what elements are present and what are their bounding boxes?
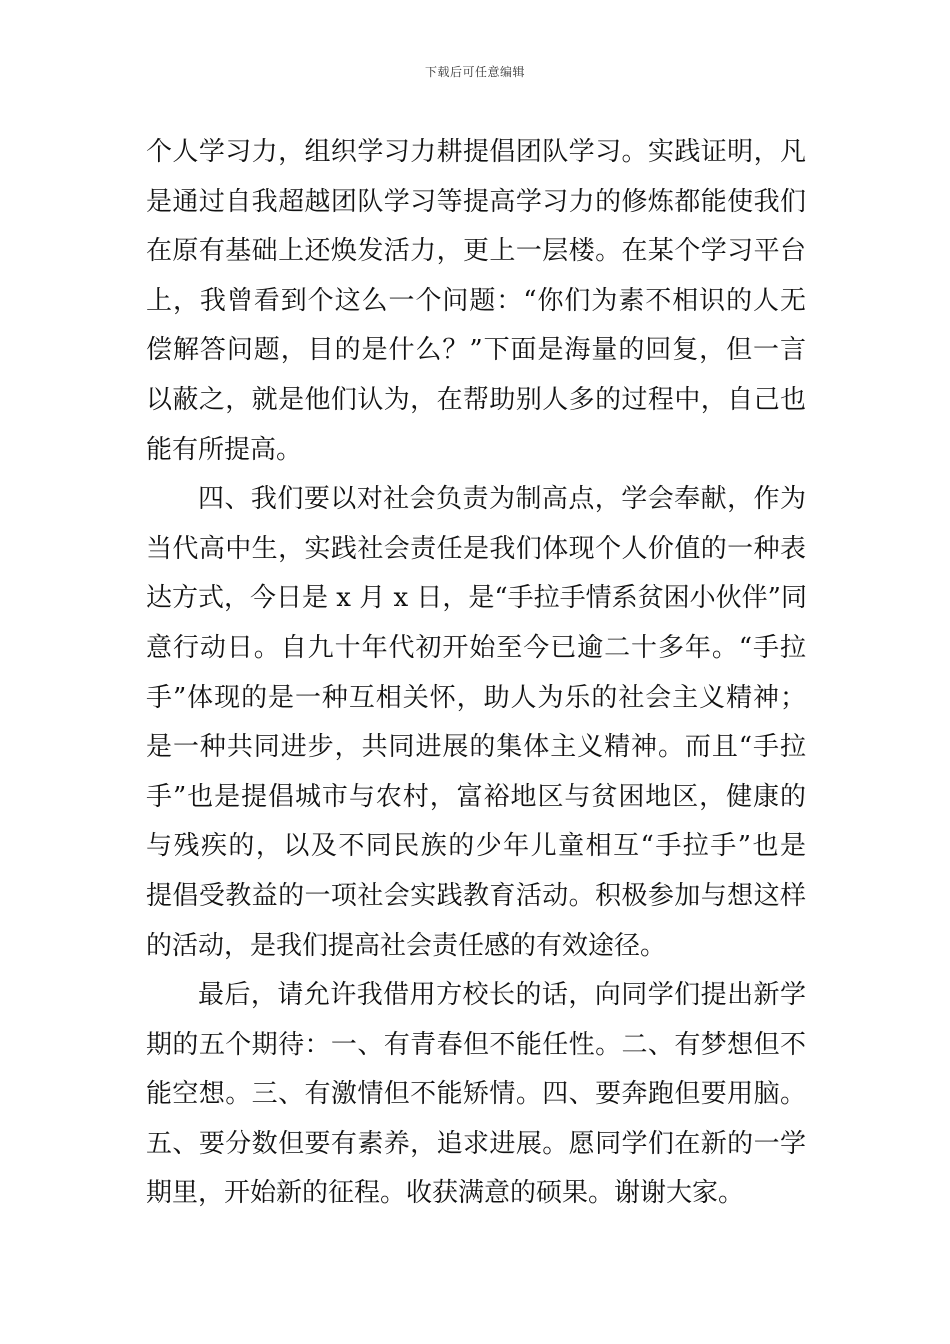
text-line: 四、我们要以对社会负责为制高点，学会奉献，作为 (198, 484, 806, 515)
text-line: 能有所提高。 (146, 434, 303, 465)
text-line: 的活动，是我们提高社会责任感的有效途径。 (146, 930, 667, 961)
text-line: 达方式，今日是 x 月 x 日，是“手拉手情系贫困小伙伴”同 (146, 583, 807, 614)
text-line: 能空想。三、有激情但不能矫情。四、要奔跑但要用脑。 (146, 1079, 806, 1110)
text-line: 期里，开始新的征程。收获满意的硕果。谢谢大家。 (146, 1178, 745, 1209)
text-line: 是通过自我超越团队学习等提高学习力的修炼都能使我们 (146, 186, 806, 217)
text-line: 手”体现的是一种互相关怀，助人为乐的社会主义精神； (146, 682, 806, 713)
text-line: 五、要分数但要有素养，追求进展。愿同学们在新的一学 (146, 1128, 806, 1159)
text-line: 与残疾的，以及不同民族的少年儿童相互“手拉手”也是 (146, 831, 806, 862)
paragraph-3 (146, 971, 806, 1219)
text-line: 当代高中生，实践社会责任是我们体现个人价值的一种表 (146, 533, 806, 564)
paragraph-1 (146, 128, 806, 475)
text-line: 期的五个期待：一、有青春但不能任性。二、有梦想但不 (146, 1029, 806, 1060)
text-line: 最后，请允许我借用方校长的话，向同学们提出新学 (198, 980, 806, 1011)
text-line: 在原有基础上还焕发活力，更上一层楼。在某个学习平台 (146, 236, 806, 267)
text-line: 个人学习力，组织学习力耕提倡团队学习。实践证明，凡 (146, 137, 806, 167)
text-line: 提倡受教益的一项社会实践教育活动。积极参加与想这样 (146, 880, 806, 911)
text-line: 意行动日。自九十年代初开始至今已逾二十多年。“手拉 (146, 632, 806, 663)
text-line: 上，我曾看到个这么一个问题：“你们为素不相识的人无 (146, 285, 806, 316)
page-header: 下载后可任意编辑 (424, 65, 525, 79)
text-line: 手”也是提倡城市与农村，富裕地区与贫困地区，健康的 (146, 781, 806, 812)
text-line: 以蔽之，就是他们认为，在帮助别人多的过程中，自己也 (146, 384, 806, 415)
paragraph-2 (146, 475, 806, 971)
text-line: 偿解答问题，目的是什么？”下面是海量的回复，但一言 (146, 335, 806, 366)
text-line: 是一种共同进步，共同进展的集体主义精神。而且“手拉 (146, 732, 806, 763)
document-body (146, 128, 806, 1219)
